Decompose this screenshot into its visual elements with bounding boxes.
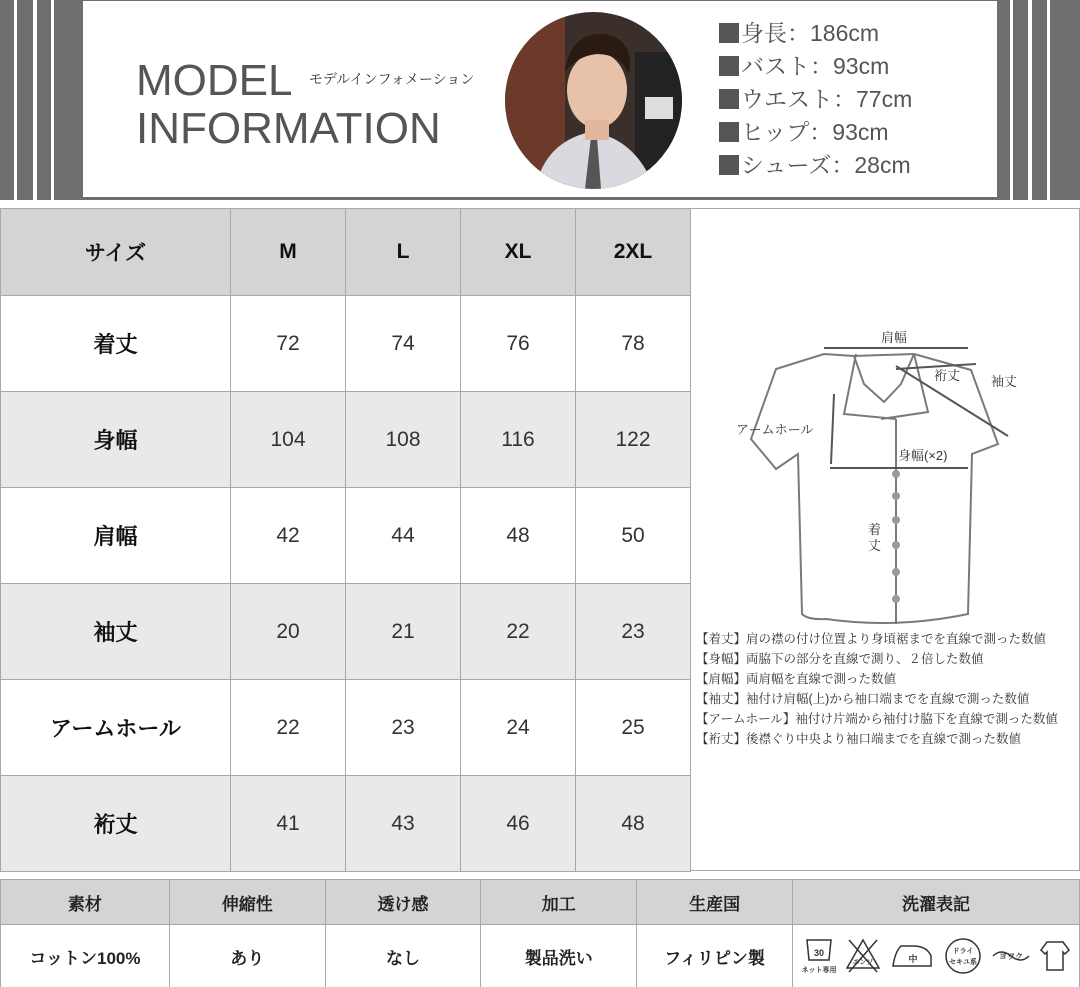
note-line: 【着丈】肩の襟の付け位置より身頃裾までを直線で測った数値: [696, 632, 1047, 646]
spec-height: 身長：186cm: [719, 17, 912, 50]
table-cell: 24: [461, 680, 576, 776]
label-length-2: 丈: [868, 538, 882, 553]
header-xl: XL: [461, 209, 576, 296]
header-stripe: [33, 0, 37, 200]
svg-text:エンソ: エンソ: [852, 959, 874, 966]
svg-text:中: 中: [908, 954, 918, 964]
note-line: 【身幅】両脇下の部分を直線で測り、２倍した数値: [696, 652, 984, 666]
table-cell: 78: [576, 296, 691, 392]
table-cell: 50: [576, 488, 691, 584]
button-dot: [892, 492, 900, 500]
measurement-diagram-panel: [691, 208, 1080, 871]
note-line: 【肩幅】両肩幅を直線で測った数値: [696, 672, 897, 686]
row-label: 身幅: [1, 392, 231, 488]
svg-text:セキユ系: セキユ系: [949, 959, 977, 966]
header-stripe: [51, 0, 54, 200]
table-row: [1, 392, 691, 488]
spec-waist: ウエスト：77cm: [719, 83, 912, 116]
value-material: コットン100%: [1, 925, 170, 987]
size-table-header: [1, 209, 691, 296]
table-cell: 48: [576, 776, 691, 872]
table-cell: 104: [231, 392, 346, 488]
table-row: [1, 488, 691, 584]
square-bullet-icon: [719, 23, 739, 43]
label-body-width: 身幅(×2): [898, 448, 948, 463]
square-bullet-icon: [719, 122, 739, 142]
dry-clean-icon: [941, 934, 985, 978]
square-bullet-icon: [719, 155, 739, 175]
model-title-line2: INFORMATION: [136, 104, 441, 153]
table-cell: 46: [461, 776, 576, 872]
iron-icon: [887, 934, 937, 978]
shirt-collar-right: [881, 354, 928, 419]
header-m: M: [231, 209, 346, 296]
table-cell: 74: [346, 296, 461, 392]
header-origin: 生産国: [637, 880, 793, 925]
table-cell: 76: [461, 296, 576, 392]
table-cell: 108: [346, 392, 461, 488]
shirt-collar: [854, 354, 914, 402]
row-label: 肩幅: [1, 488, 231, 584]
table-cell: 44: [346, 488, 461, 584]
header-l: L: [346, 209, 461, 296]
header-stripe: [1028, 0, 1032, 200]
table-row: [1, 584, 691, 680]
header-stripe: [1010, 0, 1013, 200]
spec-bust: バスト：93cm: [719, 50, 912, 83]
table-cell: 41: [231, 776, 346, 872]
label-shoulder: 肩幅: [881, 330, 908, 345]
wring-icon: [989, 934, 1033, 978]
svg-text:30: 30: [813, 948, 825, 958]
wash-tub-icon: [799, 934, 839, 978]
label-sleeve: 袖丈: [991, 374, 1018, 389]
button-dot: [892, 516, 900, 524]
label-yuki: 裄丈: [934, 368, 961, 383]
shirt-collar-left: [844, 354, 896, 419]
value-stretch: あり: [169, 925, 325, 987]
row-label: 着丈: [1, 296, 231, 392]
spec-shoes: シューズ：28cm: [719, 149, 912, 182]
square-bullet-icon: [719, 89, 739, 109]
header-stretch: 伸縮性: [169, 880, 325, 925]
model-photo: [505, 12, 682, 189]
measurement-notes: [696, 629, 1058, 749]
svg-text:ネット専用: ネット専用: [801, 967, 837, 974]
table-cell: 23: [576, 584, 691, 680]
table-cell: 21: [346, 584, 461, 680]
button-dot: [892, 541, 900, 549]
table-cell: 20: [231, 584, 346, 680]
size-table: [0, 208, 691, 872]
table-row: [1, 776, 691, 872]
model-title-line1: MODEL: [136, 56, 293, 105]
row-label: 裄丈: [1, 776, 231, 872]
label-length-1: 着: [868, 522, 882, 537]
svg-text:ドライ: ドライ: [952, 948, 974, 955]
header-size: サイズ: [1, 209, 231, 296]
table-row: [1, 680, 691, 776]
square-bullet-icon: [719, 56, 739, 76]
model-specs: [719, 17, 912, 182]
header-process: 加工: [481, 880, 637, 925]
table-cell: 23: [346, 680, 461, 776]
header-panel: [83, 1, 997, 197]
button-dot: [892, 568, 900, 576]
armhole-arrow: [831, 394, 834, 464]
row-label: 袖丈: [1, 584, 231, 680]
note-line: 【アームホール】袖付け片端から袖付け脇下を直線で測った数値: [696, 712, 1058, 726]
table-cell: 116: [461, 392, 576, 488]
table-cell: 22: [461, 584, 576, 680]
material-table: [0, 879, 1080, 987]
note-line: 【裄丈】後襟ぐり中央より袖口端までを直線で測った数値: [696, 732, 1022, 746]
table-cell: 25: [576, 680, 691, 776]
value-origin: フィリピン製: [637, 925, 793, 987]
header-care: 洗濯表記: [793, 880, 1080, 925]
spec-hip: ヒップ：93cm: [719, 116, 912, 149]
no-bleach-icon: [843, 934, 883, 978]
svg-text:ヨワク: ヨワク: [999, 952, 1023, 961]
button-dot: [892, 470, 900, 478]
header-material: 素材: [1, 880, 170, 925]
table-cell: 122: [576, 392, 691, 488]
row-label: アームホール: [1, 680, 231, 776]
care-symbols: [793, 925, 1080, 987]
header-stripe: [14, 0, 17, 200]
header-2xl: 2XL: [576, 209, 691, 296]
table-cell: 72: [231, 296, 346, 392]
note-line: 【袖丈】袖付け肩幅(上)から袖口端までを直線で測った数値: [696, 692, 1030, 706]
table-cell: 43: [346, 776, 461, 872]
header-sheer: 透け感: [325, 880, 481, 925]
material-value-row: [1, 925, 1080, 987]
shirt-diagram: [736, 324, 1036, 624]
model-info-header: [0, 0, 1080, 200]
model-title-kana: モデルインフォメーション: [309, 71, 475, 87]
label-armhole: アームホール: [736, 422, 814, 437]
flat-dry-icon: [1037, 934, 1073, 978]
table-cell: 42: [231, 488, 346, 584]
value-process: 製品洗い: [481, 925, 637, 987]
material-header-row: [1, 880, 1080, 925]
button-dot: [892, 595, 900, 603]
table-cell: 48: [461, 488, 576, 584]
table-row: [1, 296, 691, 392]
header-stripe: [1047, 0, 1050, 200]
value-sheer: なし: [325, 925, 481, 987]
table-cell: 22: [231, 680, 346, 776]
